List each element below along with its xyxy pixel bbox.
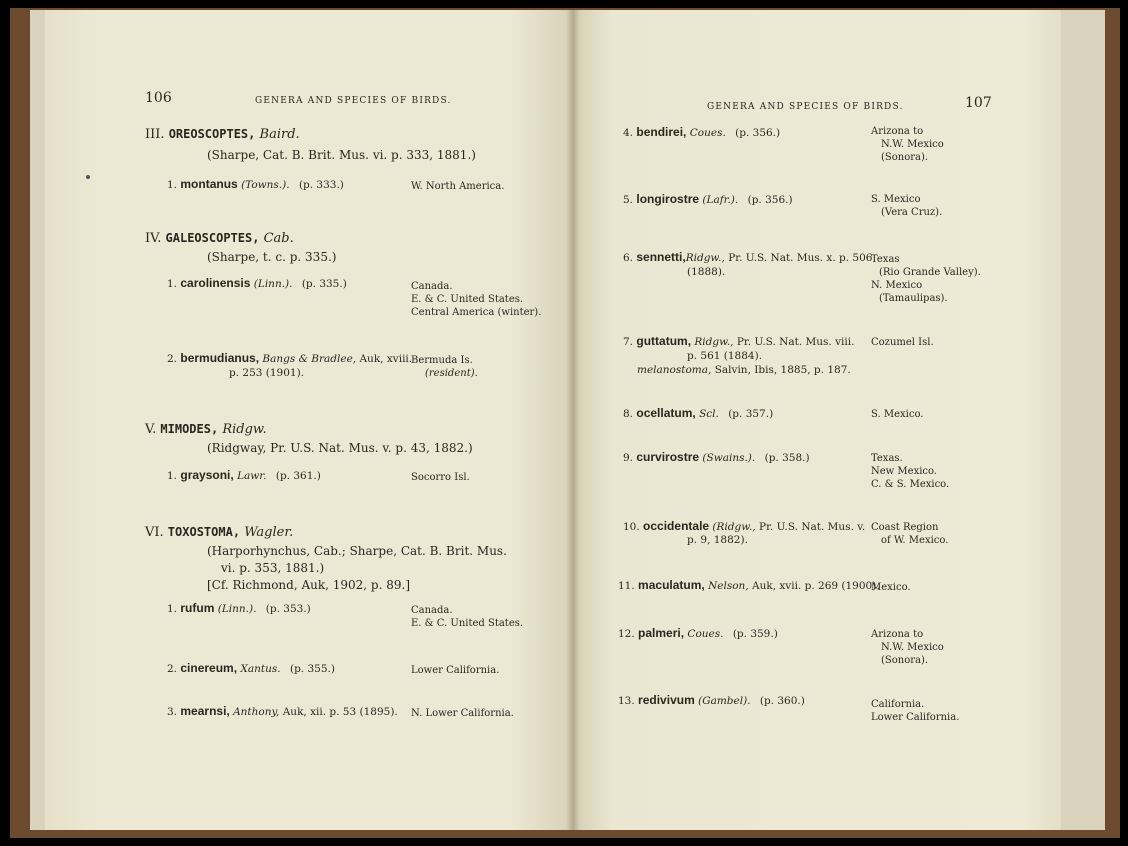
entry-number: 1. (167, 470, 178, 482)
species-entry (167, 351, 412, 366)
species-authority: Xantus. (240, 663, 281, 675)
species-entry (623, 406, 773, 421)
species-name: redivivum (638, 693, 695, 707)
entry-number: 2. (167, 663, 178, 675)
locality-line: Texas. (871, 453, 903, 464)
entry-number: 10. (623, 521, 640, 533)
species-reference: Auk, xviii. (359, 353, 413, 365)
species-name: curvirostre (636, 450, 700, 464)
locality-line: of W. Mexico. (881, 535, 949, 546)
locality-line: S. Mexico. (871, 409, 924, 420)
species-name: cinereum, (180, 661, 238, 675)
synonym-line (637, 363, 851, 377)
locality (871, 253, 981, 305)
genus-authority: Baird. (259, 127, 300, 142)
locality-line: (Vera Cruz). (881, 207, 943, 218)
species-entry (623, 125, 780, 140)
locality-line: Cozumel Isl. (871, 337, 934, 348)
species-name: montanus (180, 177, 238, 191)
entry-number: 4. (623, 127, 634, 139)
entry-number: 8. (623, 408, 634, 420)
species-reference: (p. 356.) (735, 127, 781, 139)
species-authority: (Lafr.). (702, 194, 739, 206)
locality-line: Mexico. (871, 582, 911, 593)
locality-line: (Sonora). (881, 655, 929, 666)
entry-number: 6. (623, 252, 634, 264)
genus-name: OREOSCOPTES, (168, 127, 256, 141)
section-heading (145, 525, 293, 540)
species-authority: (Linn.). (253, 278, 293, 290)
locality (871, 581, 911, 594)
species-reference: Auk, xvii. p. 269 (1900). (752, 580, 880, 592)
locality (871, 125, 944, 164)
synonym-reference: Salvin, Ibis, 1885, p. 187. (714, 364, 851, 376)
species-entry (623, 450, 810, 465)
locality-line: Arizona to (871, 629, 924, 640)
species-name: bermudianus, (180, 351, 260, 365)
species-authority: (Gambel). (698, 695, 751, 707)
species-reference-cont: p. 9, 1882). (687, 534, 748, 546)
locality (871, 408, 923, 421)
species-authority: (Towns.). (241, 179, 290, 191)
genus-authority: Cab. (263, 231, 294, 246)
locality (871, 336, 934, 349)
locality (411, 707, 514, 720)
entry-number: 2. (167, 353, 178, 365)
locality (871, 698, 959, 724)
species-name: mearnsi, (180, 704, 230, 718)
species-entry (167, 704, 398, 719)
genus-authority: Wagler. (244, 525, 294, 540)
species-name: guttatum, (636, 334, 692, 348)
entry-number: 1. (167, 603, 178, 615)
species-entry (618, 693, 805, 708)
running-head: GENERA AND SPECIES OF BIRDS. (255, 96, 452, 106)
species-name: rufum (180, 601, 215, 615)
species-entry (623, 192, 793, 207)
entry-number: 3. (167, 706, 178, 718)
locality (411, 664, 499, 677)
locality-line: Lower California. (871, 712, 960, 723)
section-heading (145, 231, 294, 246)
locality-line: Bermuda Is. (411, 355, 473, 366)
section-heading (145, 422, 267, 437)
section-numeral: VI. (145, 525, 164, 540)
species-reference: Pr. U.S. Nat. Mus. x. p. 506 (728, 252, 873, 264)
species-authority: Ridgw., (685, 252, 725, 264)
locality-line: Canada. (411, 281, 453, 292)
genus-name: MIMODES, (160, 422, 219, 436)
left-page (45, 10, 573, 830)
locality-line: Lower California. (411, 665, 500, 676)
species-entry (167, 276, 347, 291)
locality-line: E. & C. United States. (411, 618, 524, 629)
species-reference: (p. 335.) (301, 278, 347, 290)
right-page (573, 10, 1061, 830)
section-reference: (Harporhynchus, Cab.; Sharpe, Cat. B. Brit. Mus. (207, 544, 507, 558)
species-authority: (Ridgw., (712, 521, 756, 533)
species-entry (167, 177, 344, 192)
locality (871, 628, 944, 667)
page-number: 106 (145, 90, 172, 106)
species-authority: Ridgw., (694, 336, 734, 348)
species-reference: (p. 355.) (289, 663, 335, 675)
entry-number: 1. (167, 179, 178, 191)
species-reference-cont: p. 253 (1901). (229, 367, 305, 379)
species-name: longirostre (636, 192, 700, 206)
species-authority: Coues. (689, 127, 726, 139)
locality (411, 180, 504, 193)
locality-line: N.W. Mexico (881, 642, 944, 653)
locality-line: N.W. Mexico (881, 139, 944, 150)
species-reference: Auk, xii. p. 53 (1895). (282, 706, 398, 718)
species-authority: Bangs & Bradlee, (262, 353, 357, 365)
section-numeral: IV. (145, 231, 162, 246)
species-name: occidentale (643, 519, 710, 533)
page-number: 107 (965, 95, 992, 111)
species-authority: Lawr. (237, 470, 267, 482)
species-authority: Coues. (687, 628, 724, 640)
locality-line: N. Mexico (871, 280, 923, 291)
entry-number: 11. (618, 580, 635, 592)
section-reference: (Sharpe, t. c. p. 335.) (207, 250, 337, 264)
locality (411, 354, 478, 380)
section-numeral: III. (145, 127, 165, 142)
entry-number: 12. (618, 628, 635, 640)
entry-number: 5. (623, 194, 634, 206)
species-entry (623, 519, 865, 534)
species-reference: (p. 353.) (265, 603, 311, 615)
locality-line: W. North America. (411, 181, 505, 192)
species-reference: Pr. U.S. Nat. Mus. v. (759, 521, 866, 533)
locality-line: Canada. (411, 605, 453, 616)
genus-name: TOXOSTOMA, (167, 525, 241, 539)
entry-number: 1. (167, 278, 178, 290)
locality (411, 280, 541, 319)
species-name: graysoni, (180, 468, 234, 482)
locality-line: Socorro Isl. (411, 472, 470, 483)
locality-line: (Rio Grande Valley). (879, 267, 981, 278)
locality-line: Central America (winter). (411, 307, 542, 318)
species-authority: (Linn.). (217, 603, 257, 615)
species-entry (618, 626, 778, 641)
species-entry (167, 468, 321, 483)
locality-line: (resident). (425, 368, 478, 379)
locality-line: N. Lower California. (411, 708, 514, 719)
genus-authority: Ridgw. (222, 422, 267, 437)
locality-line: Coast Region (871, 522, 939, 533)
locality-line: New Mexico. (871, 466, 938, 477)
species-reference: Pr. U.S. Nat. Mus. viii. (736, 336, 855, 348)
locality (871, 452, 949, 491)
species-reference: (p. 359.) (732, 628, 778, 640)
species-name: maculatum, (638, 578, 705, 592)
section-reference: (Ridgway, Pr. U.S. Nat. Mus. v. p. 43, 1882.) (207, 441, 473, 455)
margin-mark (86, 175, 90, 179)
species-reference-cont: p. 561 (1884). (687, 350, 763, 362)
species-entry (618, 578, 880, 593)
species-entry (167, 601, 311, 616)
species-authority: (Swains.). (702, 452, 756, 464)
locality-line: C. & S. Mexico. (871, 479, 950, 490)
locality (871, 193, 942, 219)
entry-number: 9. (623, 452, 634, 464)
locality-line: (Sonora). (881, 152, 929, 163)
species-reference: (p. 356.) (747, 194, 793, 206)
species-name: ocellatum, (636, 406, 696, 420)
book-gutter (566, 10, 580, 830)
species-reference: (p. 360.) (759, 695, 805, 707)
species-name: palmeri, (638, 626, 685, 640)
entry-number: 7. (623, 336, 634, 348)
species-reference: (p. 358.) (764, 452, 810, 464)
locality (411, 604, 523, 630)
entry-number: 13. (618, 695, 635, 707)
species-authority: Nelson, (708, 580, 749, 592)
species-entry (623, 250, 872, 265)
locality (871, 521, 948, 547)
species-authority: Anthony, (233, 706, 280, 718)
locality-line: Arizona to (871, 126, 924, 137)
species-reference: (p. 357.) (728, 408, 774, 420)
section-heading (145, 127, 300, 142)
locality-line: E. & C. United States. (411, 294, 524, 305)
locality-line: Texas (871, 254, 900, 265)
species-authority: Scl. (699, 408, 719, 420)
section-reference: vi. p. 353, 1881.) (221, 561, 325, 575)
locality (411, 471, 470, 484)
running-head: GENERA AND SPECIES OF BIRDS. (707, 102, 904, 112)
locality-line: California. (871, 699, 925, 710)
species-reference: (p. 333.) (298, 179, 344, 191)
locality-line: (Tamaulipas). (879, 293, 948, 304)
section-numeral: V. (145, 422, 157, 437)
species-entry (167, 661, 335, 676)
species-reference-cont: (1888). (687, 266, 726, 278)
section-reference: (Sharpe, Cat. B. Brit. Mus. vi. p. 333, 1881.) (207, 148, 476, 162)
species-entry (623, 334, 854, 349)
genus-name: GALEOSCOPTES, (165, 231, 260, 245)
section-reference: [Cf. Richmond, Auk, 1902, p. 89.] (207, 578, 411, 592)
species-name: carolinensis (180, 276, 251, 290)
species-reference: (p. 361.) (275, 470, 321, 482)
species-name: bendirei, (636, 125, 687, 139)
synonym-name: melanostoma, (637, 364, 712, 376)
locality-line: S. Mexico (871, 194, 921, 205)
species-name: sennetti, (636, 250, 686, 264)
